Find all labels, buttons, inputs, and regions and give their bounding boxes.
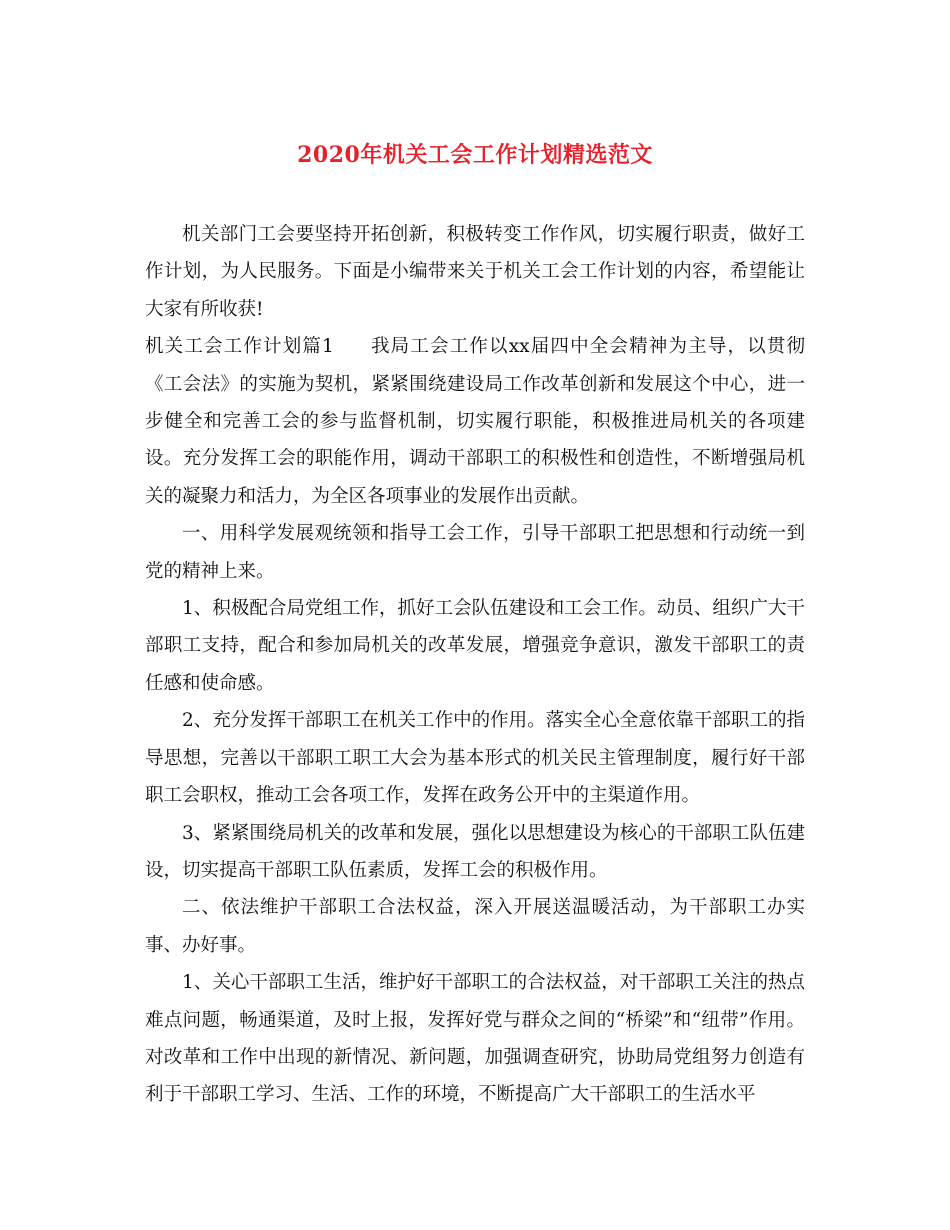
heading-two: 二、依法维护干部职工合法权益，深入开展送温暖活动，为干部职工办实事、办好事。 <box>145 897 805 956</box>
heading-one: 一、用科学发展观统领和指导工会工作，引导干部职工把思想和行动统一到党的精神上来。 <box>145 523 805 582</box>
section-first-text: 我局工会工作以xx届四中全会精神为主导，以贯彻《工会法》的实施为契机，紧紧围绕建设局工作改革创新和发展这个中心，进一步健全和完善工会的参与监督机制，切实履行职能，积极推进局机关的各项建设。充分发挥工会的职能作用，调动干部职工的积极性和创造性，不断增强局机关的凝聚力和活力，为全区各项事业的发展作出贡献。 <box>145 336 805 507</box>
item-one-one: 1、积极配合局党组工作，抓好工会队伍建设和工会工作。动员、组织广大干部职工支持，配合和参加局机关的改革发展，增强竞争意识，激发干部职工的责任感和使命感。 <box>145 598 805 694</box>
section-heading: 机关工会工作计划篇1 <box>145 336 334 358</box>
item-one-three: 3、紧紧围绕局机关的改革和发展，强化以思想建设为核心的干部职工队伍建设，切实提高干部职工队伍素质，发挥工会的积极作用。 <box>145 822 805 881</box>
item-two-one: 1、关心干部职工生活，维护好干部职工的合法权益，对干部职工关注的热点难点问题，畅通渠道，及时上报，发挥好党与群众之间的“桥梁”和“纽带”作用。对改革和工作中出现的新情况、新问题，加强调查研究，协助局党组努力创造有利于干部职工学习、生活、工作的环境，不断提高广大干部职工的生活水平 <box>145 972 805 1106</box>
section-paragraph <box>145 328 805 515</box>
item-one-two: 2、充分发挥干部职工在机关工作中的作用。落实全心全意依靠干部职工的指导思想，完善以干部职工职工大会为基本形式的机关民主管理制度，履行好干部职工会职权，推动工会各项工作，发挥在政务公开中的主渠道作用。 <box>145 710 805 807</box>
document-title: 2020年机关工会工作计划精选范文 <box>297 142 653 168</box>
intro-paragraph: 机关部门工会要坚持开拓创新，积极转变工作作风，切实履行职责，做好工作计划，为人民服务。下面是小编带来关于机关工会工作计划的内容，希望能让大家有所收获! <box>145 224 805 320</box>
document-body <box>145 216 805 1114</box>
